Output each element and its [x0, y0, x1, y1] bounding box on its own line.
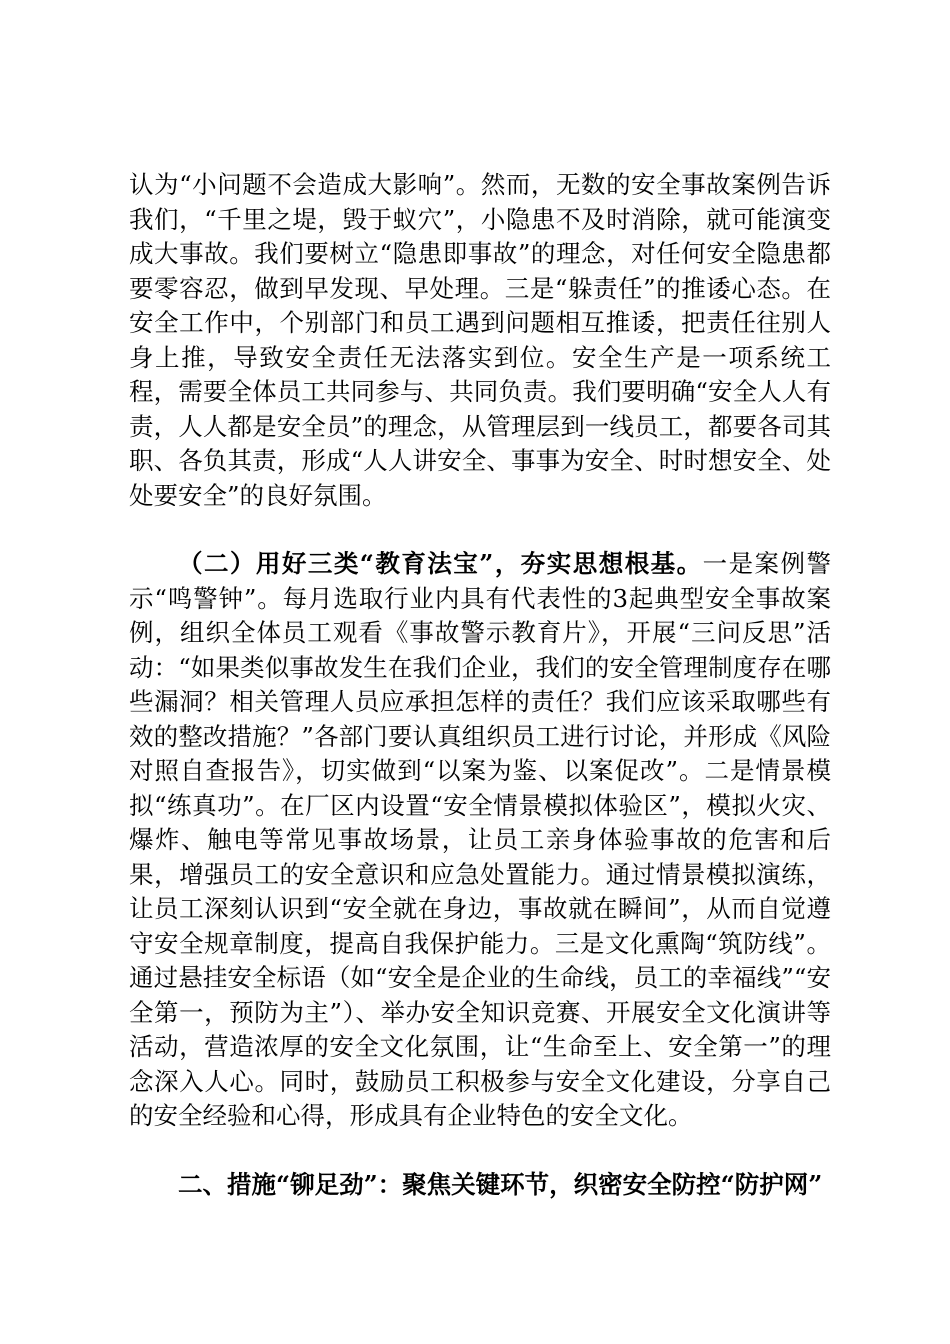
document-page [129, 168, 831, 1202]
body-paragraph: 认为“小问题不会造成大影响”。然而，无数的安全事故案例告诉我们，“千里之堤，毁于蚁穴”，小隐患不及时消除，就可能演变成大事故。我们要树立“隐患即事故”的理念，对任何安全隐患都要零容忍，做到早发现、早处理。三是“躲责任”的推诿心态。在安全工作中，个别部门和员工遇到问题相互推诿，把责任往别人身上推，导致安全责任无法落实到位。安全生产是一项系统工程，需要全体员工共同参与、共同负责。我们要明确“安全人人有责，人人都是安全员”的理念，从管理层到一线员工，都要各司其职、各负其责，形成“人人讲安全、事事为安全、时时想安全、处处要安全”的良好氛围。 [129, 170, 831, 510]
subsection-paragraph [129, 547, 831, 1134]
subsection-body: 一是案例警示“鸣警钟”。每月选取行业内具有代表性的3起典型安全事故案例，组织全体员工观看《事故警示教育片》，开展“三问反思”活动：“如果类似事故发生在我们企业，我们的安全管理制度存在哪些漏洞？相关管理人员应承担怎样的责任？我们应该采取哪些有效的整改措施？”各部门要认真组织员工进行讨论，并形成《风险对照自查报告》，切实做到“以案为鉴、以案促改”。二是情景模拟“练真功”。在厂区内设置“安全情景模拟体验区”，模拟火灾、爆炸、触电等常见事故场景，让员工亲身体验事故的危害和后果，增强员工的安全意识和应急处置能力。通过情景模拟演练，让员工深刻认识到“安全就在身边，事故就在瞬间”，从而自觉遵守安全规章制度，提高自我保护能力。三是文化熏陶“筑防线”。通过悬挂安全标语（如“安全是企业的生命线，员工的幸福线”“安全第一，预防为主”）、举办安全知识竞赛、开展安全文化演讲等活动，营造浓厚的安全文化氛围，让“生命至上、安全第一”的理念深入人心。同时，鼓励员工积极参与安全文化建设，分享自己的安全经验和心得，形成具有企业特色的安全文化。 [129, 549, 831, 1130]
section-heading: 二、措施“铆足劲”：聚焦关键环节，织密安全防控“防护网” [178, 1169, 823, 1199]
subsection-heading: （二）用好三类“教育法宝”，夯实思想根基。 [178, 549, 703, 578]
